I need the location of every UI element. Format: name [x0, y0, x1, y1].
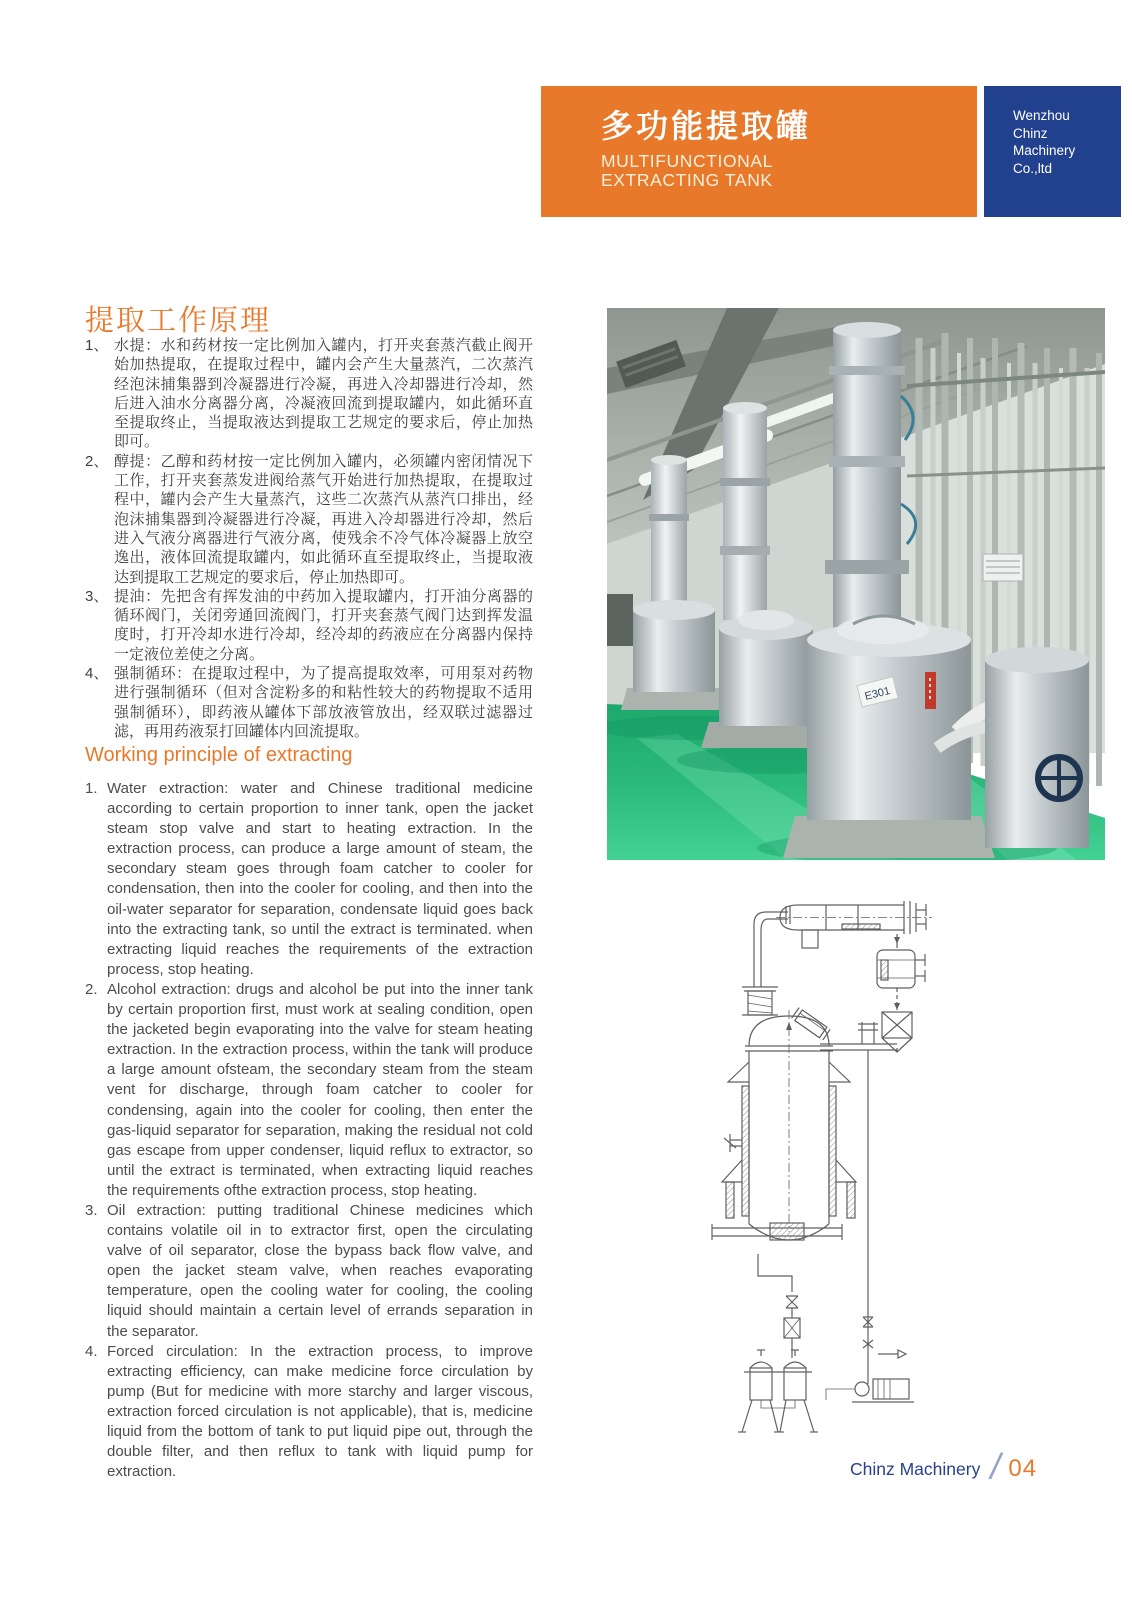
zh-item-2-number: 2、	[85, 452, 109, 470]
zh-item-4-number: 4、	[85, 665, 109, 683]
zh-section-body	[85, 336, 533, 741]
en-item-4-number: 4.	[85, 1342, 98, 1360]
footer-divider: /	[990, 1446, 1001, 1487]
header-company-block	[984, 86, 1121, 217]
page-subtitle-en	[601, 152, 977, 190]
company-line-3: Machinery	[1013, 143, 1076, 158]
company-line-1: Wenzhou	[1013, 108, 1070, 123]
zh-item-2	[85, 452, 533, 587]
zh-item-2-text: 醇提：乙醇和药材按一定比例加入罐内，必须罐内密闭情况下工作，打开夹套蒸发进阀给蒸气开始进行加热提取，在提取过程中，罐内会产生大量蒸汽，这些二次蒸汽从蒸汽口排出，经泡沫捕集器到冷凝器进行冷凝，再进入冷却器进行冷却，然后进入气液分离器进行气液分离，使残余不冷气体冷凝器上放空逸出，液体回流提取罐内，如此循环直至提取终止，当提取液达到提取工艺规定的要求后，停止加热即可。	[114, 452, 533, 586]
subtitle-line-2: EXTRACTING TANK	[601, 170, 773, 190]
tank-label-sign: E301	[863, 685, 892, 703]
zh-item-1-number: 1、	[85, 337, 109, 354]
en-section-body	[85, 779, 533, 1482]
footer-page-number: 04	[1008, 1455, 1038, 1482]
en-item-3-text: Oil extraction: putting traditional Chinese medicines which contains volatile oil in to extractor first, open the circulating valve of oil separator, close the bypass back flow valve, and open the jacket steam valve, when reaches evaporating temperature, open the cooling water for cooling, the cooling liquid should maintain a certain level of errands separation in the separator.	[107, 1201, 533, 1340]
zh-section-heading: 提取工作原理	[85, 305, 272, 337]
zh-item-4-text: 强制循环：在提取过程中，为了提高提取效率，可用泵对药物进行强制循环（但对含淀粉多的和粘性较大的药物提取不适用强制循环），即药液从罐体下部放液管放出，经双联过滤器过滤，再用药液泵打回罐体内回流提取。	[114, 665, 533, 740]
en-item-2-number: 2.	[85, 980, 98, 998]
footer-brand: Chinz Machinery	[850, 1458, 981, 1479]
header-orange-block	[541, 86, 977, 217]
en-item-1	[85, 779, 533, 980]
factory-photo	[607, 308, 1105, 860]
zh-item-3-text: 提油：先把含有挥发油的中药加入提取罐内，打开油分离器的循环阀门，关闭旁通回流阀门，打开夹套蒸气阀门达到挥发温度时，打开冷却水进行冷却，经冷却的药液应在分离器内保持一定液位差使之分离。	[114, 587, 533, 663]
en-item-3	[85, 1201, 533, 1342]
subtitle-line-1: MULTIFUNCTIONAL	[601, 151, 774, 171]
en-item-4	[85, 1342, 533, 1483]
zh-item-3	[85, 587, 533, 664]
en-item-2	[85, 980, 533, 1201]
zh-item-1	[85, 336, 533, 452]
company-line-2: Chinz	[1013, 125, 1048, 141]
company-line-4: Co.,ltd	[1013, 160, 1053, 176]
zh-item-4	[85, 664, 533, 741]
en-item-4-text: Forced circulation: In the extraction process, to improve extracting efficiency, can make medicine force circulation by pump (But for medicine with more starchy and larger viscous, extraction forced circulation is not applicable), that is, medicine liquid from the bottom of tank to put liquid pipe out, through the double filter, and then reflux to tank with liquid pump for extraction.	[107, 1342, 533, 1481]
zh-item-3-number: 3、	[85, 587, 109, 605]
en-section-heading: Working principle of extracting	[85, 744, 353, 766]
page-title-zh: 多功能提取罐	[601, 108, 812, 144]
en-item-1-number: 1.	[85, 780, 98, 797]
en-item-3-number: 3.	[85, 1201, 98, 1219]
company-name	[1013, 107, 1121, 177]
en-item-1-text: Water extraction: water and Chinese traditional medicine according to certain proportion to inner tank, open the jacket steam stop valve and start to heating extraction. In the extraction process, can produce a large amount of steam, the secondary steam goes through foam catcher to cooler for condensation, then into the cooler for cooling, and then into the oil-water separator for separation, condensate liquid goes back into the extracting tank, so until the extract is terminated. when extracting liquid reaches the requirements of the extraction process, stop heating.	[107, 780, 533, 978]
en-item-2-text: Alcohol extraction: drugs and alcohol be put into the inner tank by certain proportion first, must work at sealing condition, open the jacketed begin evaporating into the valve for steam heating extraction. In the extraction process, within the tank will produce a large amount ofsteam, the secondary steam from the steam vent for discharge, through foam catcher to cooler for condensing, again into the cooler for cooling, then enter the gas-liquid separator for separation, making the residual not cold gas escape from upper condenser, liquid reflux to extractor, so until the extract is terminated, when extracting liquid reaches the requirements ofthe extraction process, stop heating.	[107, 980, 533, 1199]
zh-item-1-text: 水提：水和药材按一定比例加入罐内，打开夹套蒸汽截止阀开始加热提取，在提取过程中，罐内会产生大量蒸汽，二次蒸汽经泡沫捕集器到冷凝器进行冷凝，再进入冷却器进行冷却，然后进入油水分离器分离，冷凝液回流到提取罐内，如此循环直至提取终止，当提取液达到提取工艺规定的要求后，停止加热即可。	[114, 337, 533, 451]
page-footer	[850, 1446, 1050, 1492]
schematic-drawing	[692, 872, 1112, 1447]
